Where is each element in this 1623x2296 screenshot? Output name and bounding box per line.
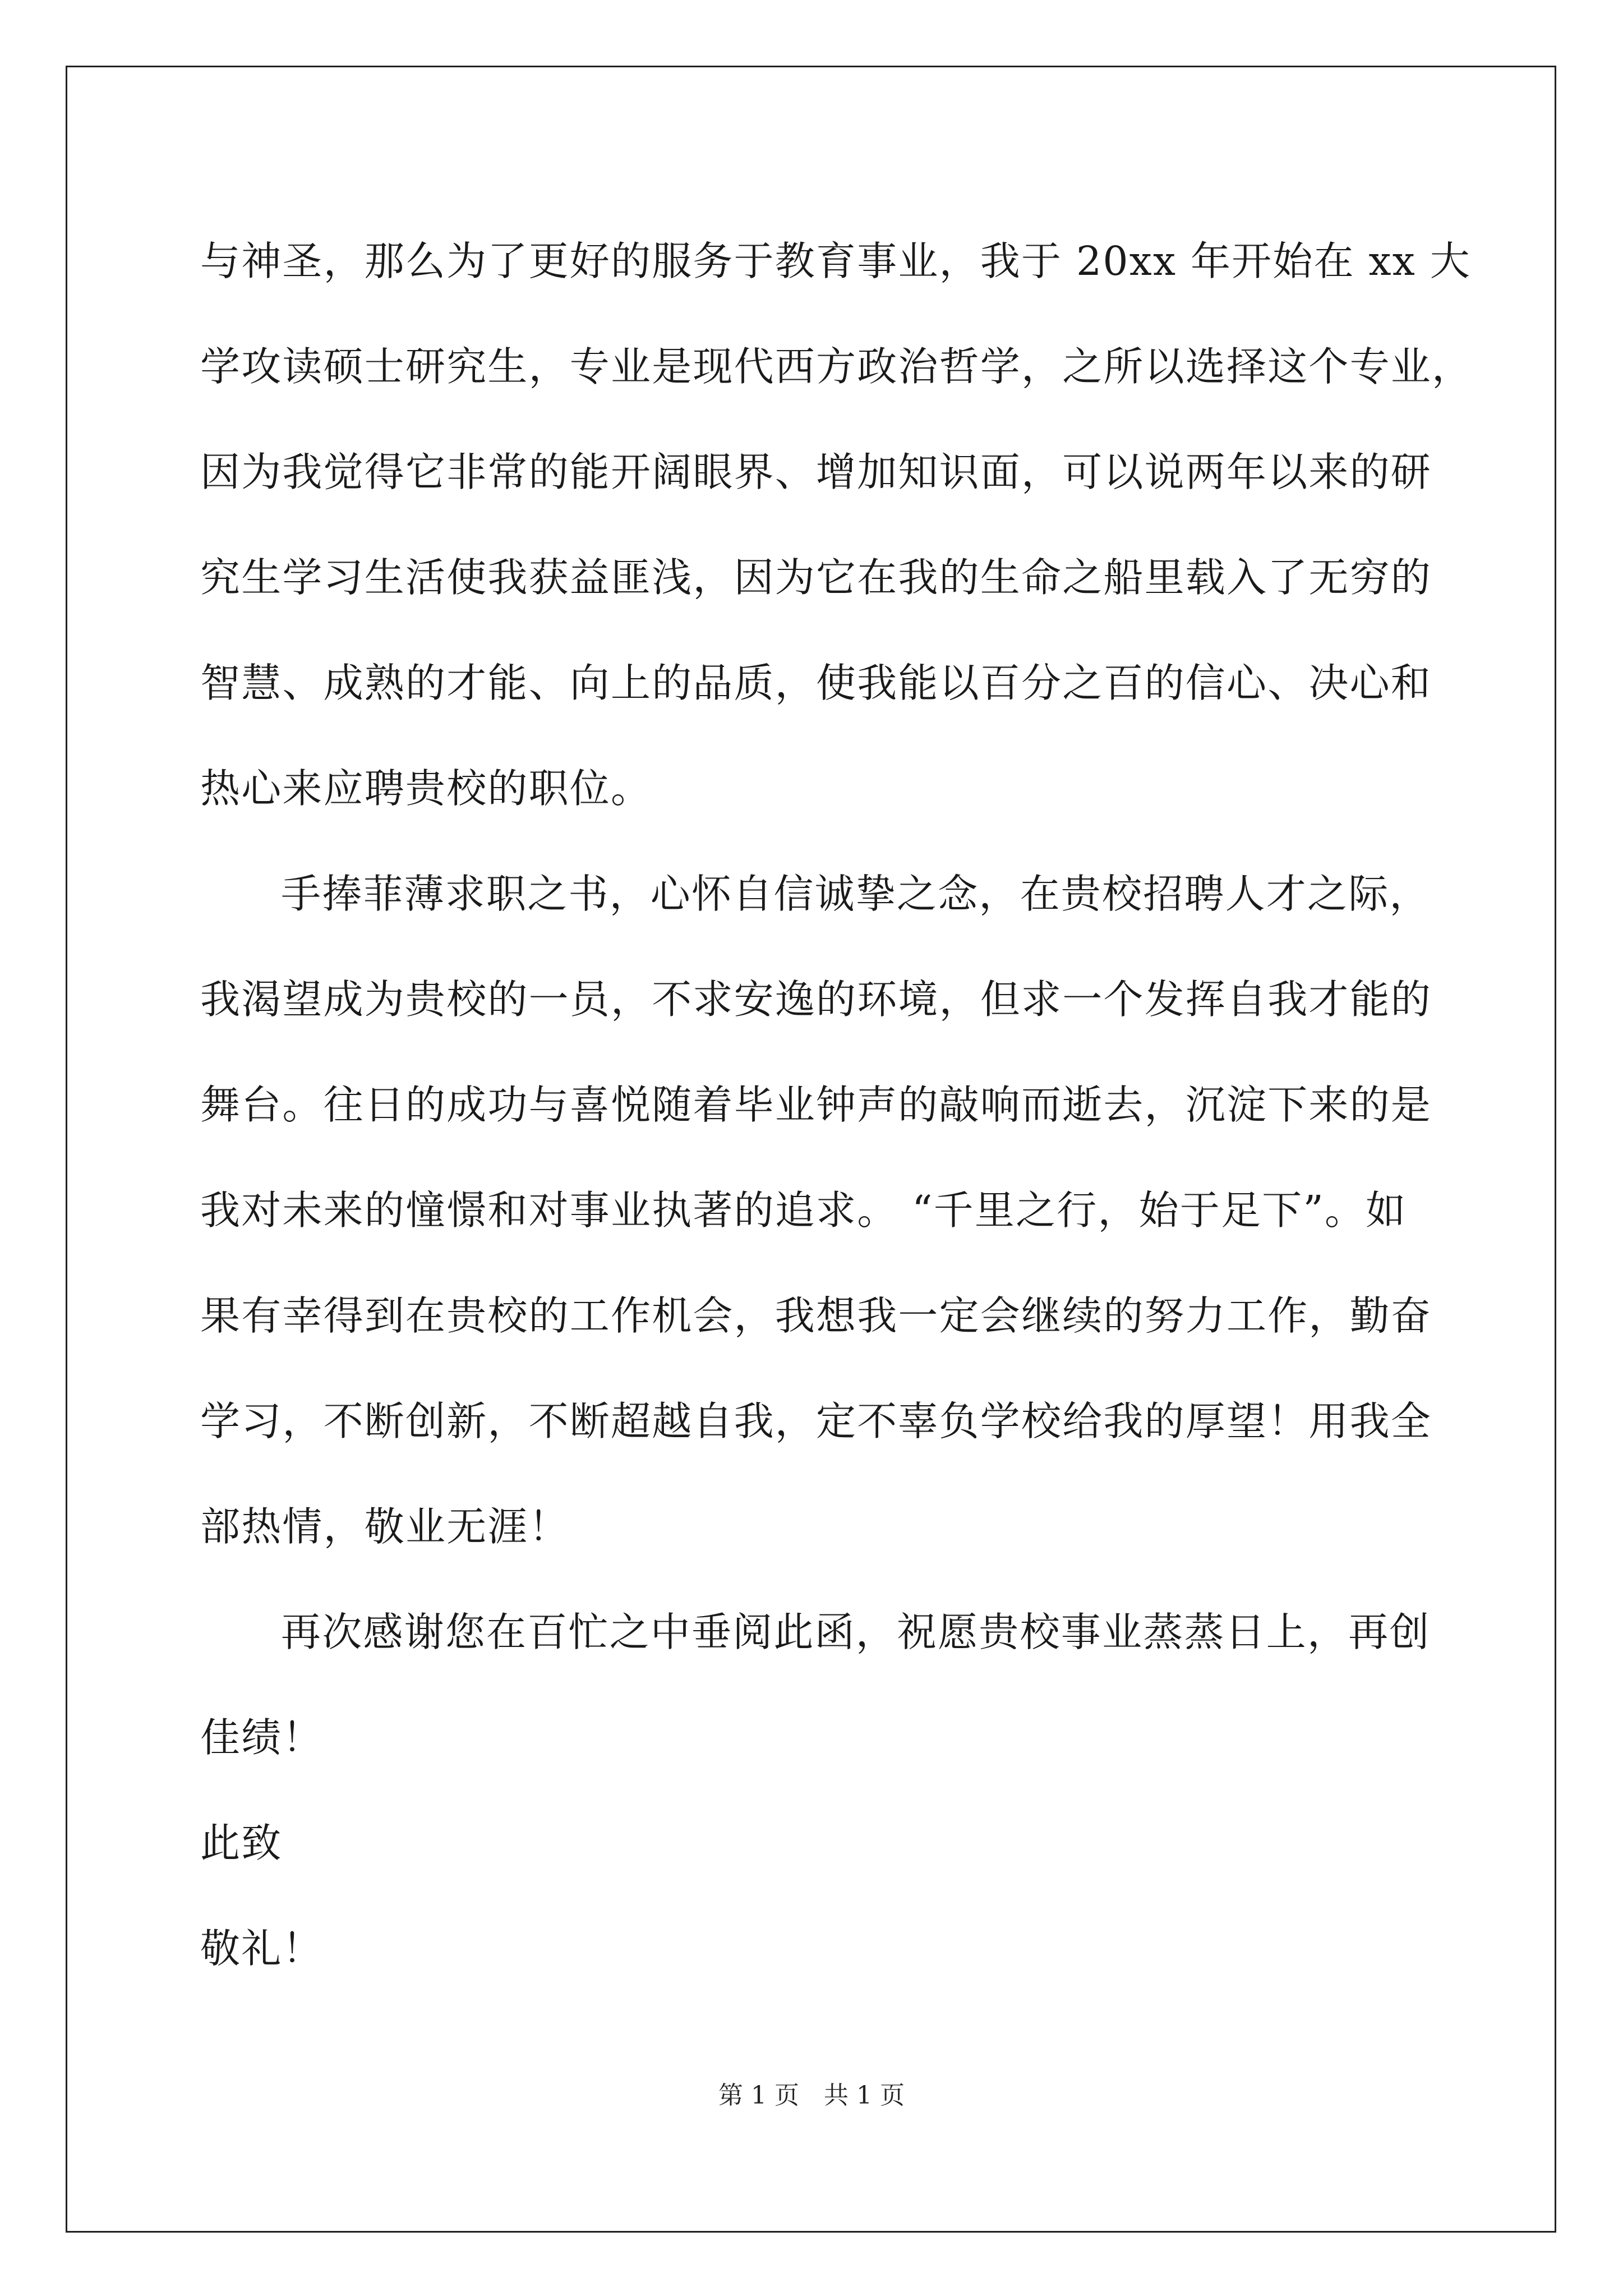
text-line: 部热情，敬业无涯！: [200, 1503, 570, 1550]
text-line: 学攻读硕士研究生，专业是现代西方政治哲学，之所以选择这个专业，: [200, 343, 1473, 390]
text-line: 智慧、成熟的才能、向上的品质，使我能以百分之百的信心、决心和: [200, 660, 1432, 706]
text-line: 果有幸得到在贵校的工作机会，我想我一定会继续的努力工作，勤奋: [200, 1292, 1432, 1339]
text-line: 热心来应聘贵校的职位。: [200, 765, 652, 812]
closing-salutation: 此致: [200, 1820, 283, 1866]
page-footer: [0, 2079, 1623, 2113]
text-line: 我渴望成为贵校的一员，不求安逸的环境，但求一个发挥自我才能的: [200, 976, 1432, 1023]
text-line: 舞台。往日的成功与喜悦随着毕业钟声的敲响而逝去，沉淀下来的是: [200, 1082, 1432, 1128]
text-line: 学习，不断创新，不断超越自我，定不辜负学校给我的厚望！用我全: [200, 1398, 1432, 1444]
text-line: 我对未来的憧憬和对事业执著的追求。 “千里之行，始于足下”。如: [200, 1187, 1407, 1234]
paragraph-start-line: 再次感谢您在百忙之中垂阅此函，祝愿贵校事业蒸蒸日上，再创: [281, 1609, 1431, 1655]
text-line: 究生学习生活使我获益匪浅，因为它在我的生命之船里载入了无穷的: [200, 554, 1432, 601]
document-body: [200, 219, 1473, 2012]
text-line: 因为我觉得它非常的能开阔眼界、增加知识面，可以说两年以来的研: [200, 449, 1432, 495]
page-number: 第 1 页 共 1 页: [718, 2081, 905, 2110]
text-line: 与神圣，那么为了更好的服务于教育事业，我于 20xx 年开始在 xx 大: [200, 238, 1471, 284]
paragraph-start-line: 手捧菲薄求职之书，心怀自信诚挚之念，在贵校招聘人才之际，: [281, 871, 1431, 917]
closing-regards: 敬礼！: [200, 1925, 324, 1972]
text-line: 佳绩！: [200, 1714, 324, 1761]
